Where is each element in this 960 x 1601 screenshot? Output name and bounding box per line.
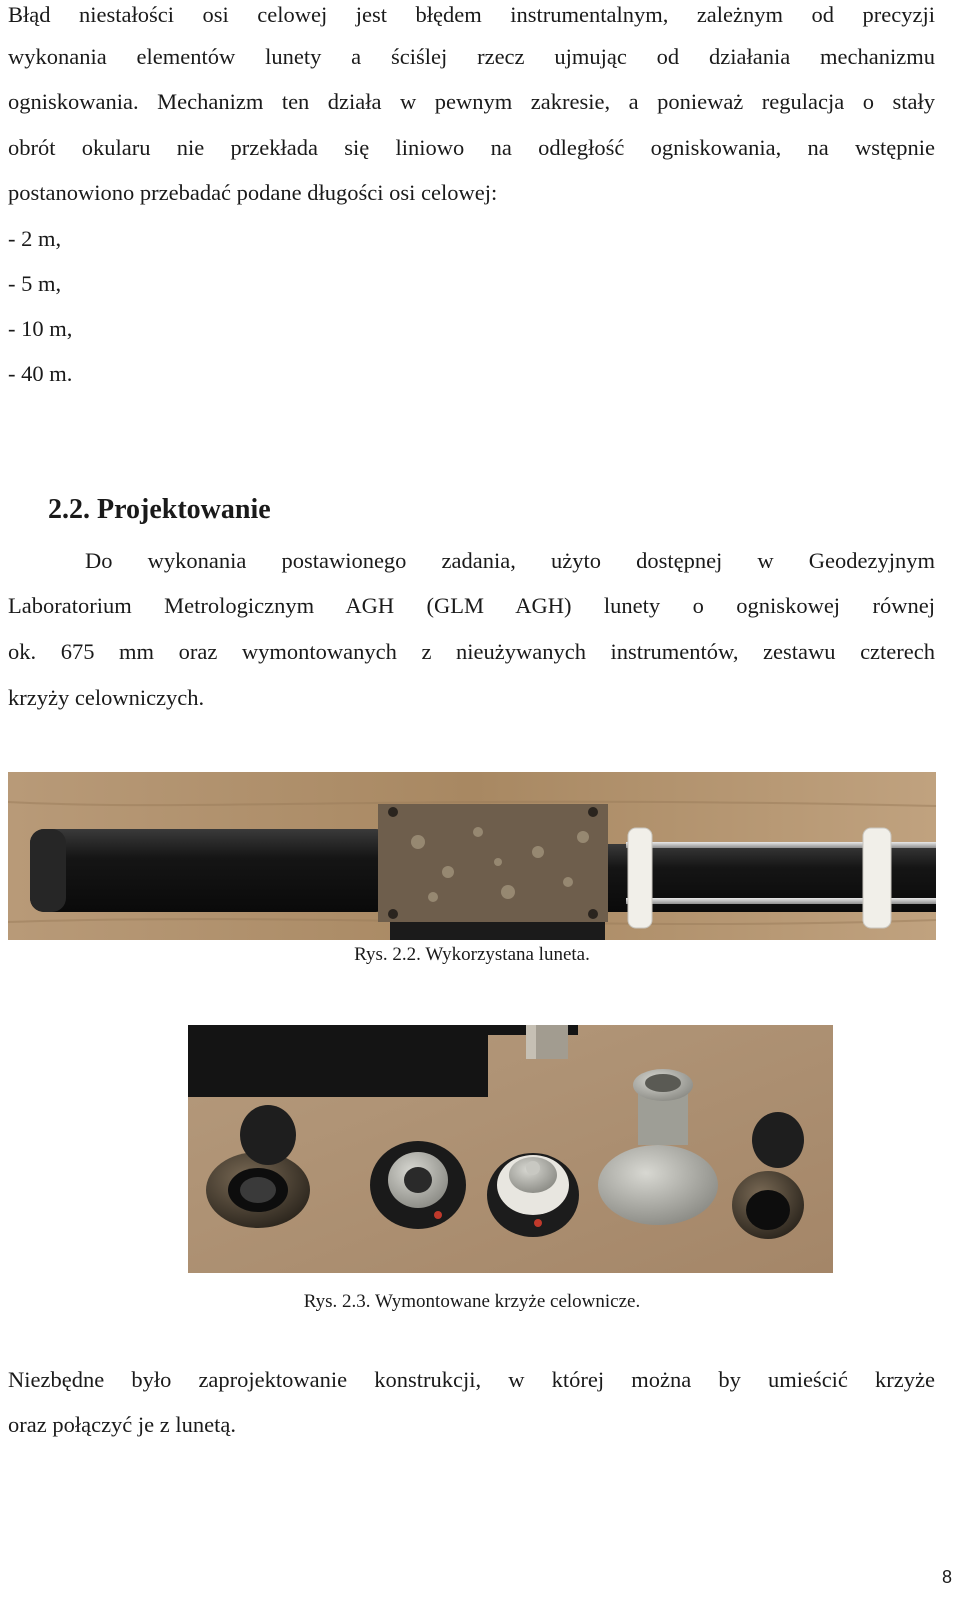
paragraph2-line-2: oraz połączyć je z lunetą.	[8, 1412, 236, 1437]
reticles-caption: Rys. 2.3. Wymontowane krzyże celownicze.	[303, 1291, 641, 1312]
distance-item-3: - 10 m,	[8, 316, 73, 341]
section-heading: 2.2. Projektowanie	[48, 494, 271, 525]
paragraph1-line-4: obrót okularu nie przekłada się liniowo na odległość ogniskowania, na wstępnie	[8, 135, 935, 160]
reticles-photo	[188, 1025, 833, 1273]
telescope-caption: Rys. 2.2. Wykorzystana luneta.	[354, 944, 590, 965]
distance-item-1: - 2 m,	[8, 226, 62, 251]
page-number: 8	[941, 1567, 952, 1587]
paragraph1-line-1: Błąd niestałości osi celowej jest błędem instrumentalnym, zależnym od precyzji	[8, 2, 935, 27]
distance-item-2: - 5 m,	[8, 271, 62, 296]
paragraph1-line-5: postanowiono przebadać podane długości osi celowej:	[8, 180, 498, 205]
section-line-2: Laboratorium Metrologicznym AGH (GLM AGH) lunety o ogniskowej równej	[8, 593, 935, 618]
distance-item-4: - 40 m.	[8, 361, 73, 386]
telescope-photo	[8, 772, 936, 940]
section-line-1: Do wykonania postawionego zadania, użyto dostępnej w Geodezyjnym	[85, 548, 935, 573]
paragraph1-line-2: wykonania elementów lunety a ściślej rzecz ujmując od działania mechanizmu	[8, 44, 935, 69]
paragraph2-line-1: Niezbędne było zaprojektowanie konstrukcji, w której można by umieścić krzyże	[8, 1367, 935, 1392]
section-line-4: krzyży celowniczych.	[8, 685, 205, 710]
section-line-3: ok. 675 mm oraz wymontowanych z nieużywanych instrumentów, zestawu czterech	[8, 639, 935, 664]
paragraph1-line-3: ogniskowania. Mechanizm ten działa w pewnym zakresie, a ponieważ regulacja o stały	[8, 89, 935, 114]
